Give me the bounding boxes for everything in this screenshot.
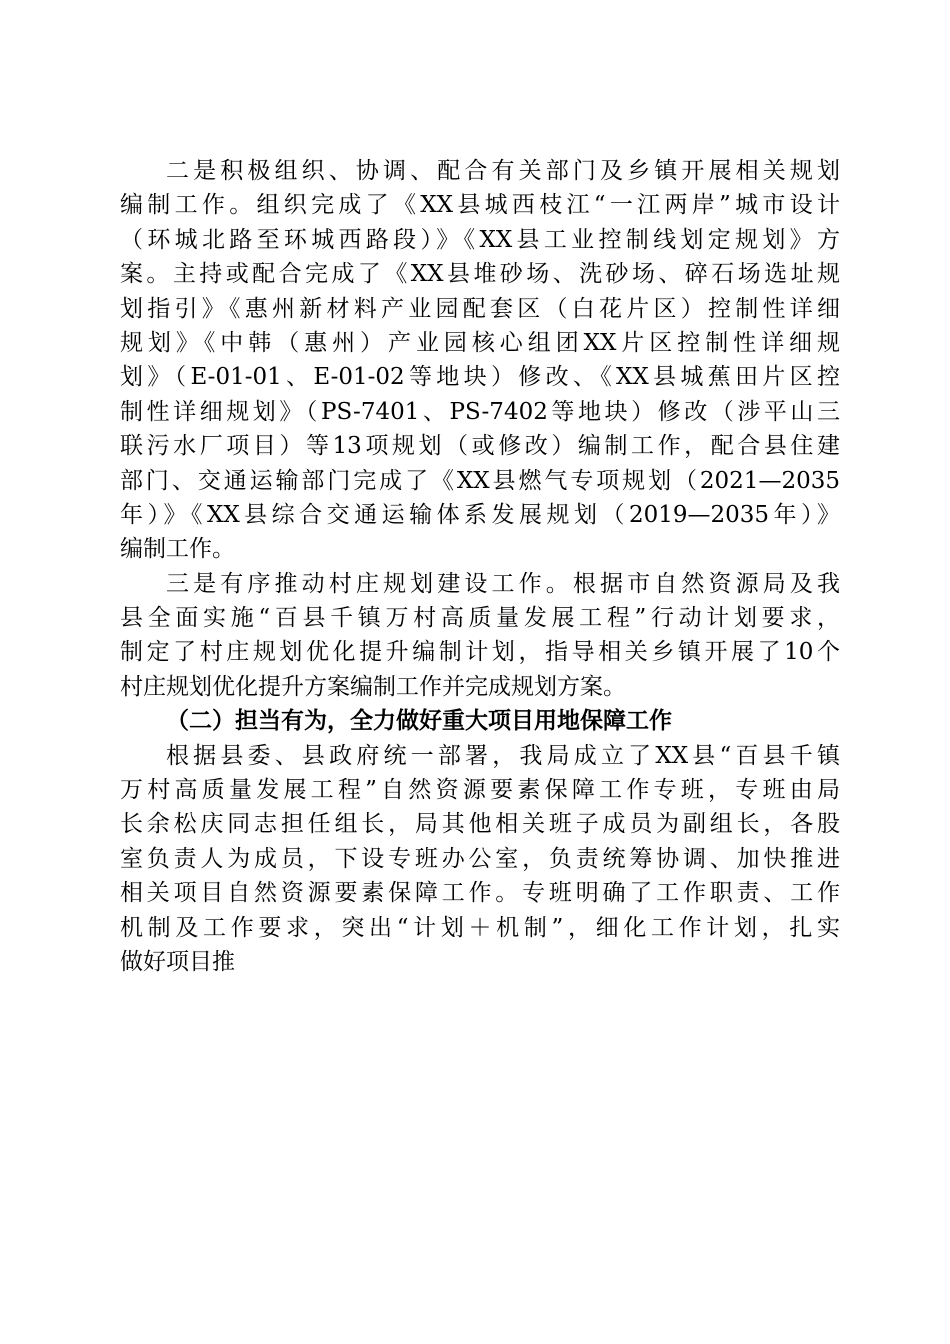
paragraph-line: 长余松庆同志担任组长，局其他相关班子成员为副组长，各股 xyxy=(120,811,840,838)
paragraph-line: 根据县委、县政府统一部署，我局成立了XX县“百县千镇 xyxy=(166,742,840,769)
paragraph-line: 做好项目推 xyxy=(120,948,235,975)
paragraph-line: 三是有序推动村庄规划建设工作。根据市自然资源局及我 xyxy=(166,570,840,597)
paragraph-line: 室负责人为成员，下设专班办公室，负责统筹协调、加快推进 xyxy=(120,845,840,872)
paragraph-line: 划》（E-01-01、E-01-02等地块）修改、《XX县城蕉田片区控 xyxy=(120,364,840,391)
paragraph-3 xyxy=(120,567,840,705)
paragraph-4 xyxy=(120,739,840,980)
paragraph-line: 制定了村庄规划优化提升编制计划，指导相关乡镇开展了10个 xyxy=(120,639,840,666)
paragraph-line: 编制工作。 xyxy=(120,536,235,563)
paragraph-line: 规划》《中韩（惠州）产业园核心组团XX片区控制性详细规 xyxy=(120,329,840,356)
paragraph-line: 案。主持或配合完成了《XX县堆砂场、洗砂场、碎石场选址规 xyxy=(120,261,840,288)
paragraph-line: 万村高质量发展工程”自然资源要素保障工作专班，专班由局 xyxy=(120,777,840,804)
paragraph-line: 机制及工作要求，突出“计划＋机制”，细化工作计划，扎实 xyxy=(120,914,840,941)
paragraph-line: 村庄规划优化提升方案编制工作并完成规划方案。 xyxy=(120,673,626,700)
paragraph-2 xyxy=(120,154,840,567)
section-heading: （二）担当有为，全力做好重大项目用地保障工作 xyxy=(166,708,672,735)
paragraph-line: 联污水厂项目）等13项规划（或修改）编制工作，配合县住建 xyxy=(120,433,840,460)
paragraph-line: 部门、交通运输部门完成了《XX县燃气专项规划（2021—2035 xyxy=(120,467,840,494)
paragraph-line: 县全面实施“百县千镇万村高质量发展工程”行动计划要求， xyxy=(120,605,840,632)
paragraph-line: 制性详细规划》（PS-7401、PS-7402等地块）修改（涉平山三 xyxy=(120,398,840,425)
paragraph-line: 二是积极组织、协调、配合有关部门及乡镇开展相关规划 xyxy=(166,158,840,184)
paragraph-line: 划指引》《惠州新材料产业园配套区（白花片区）控制性详细 xyxy=(120,295,840,322)
paragraph-line: 编制工作。组织完成了《XX县城西枝江“一江两岸”城市设计 xyxy=(120,192,840,219)
document-body xyxy=(120,154,840,979)
paragraph-line: 年）》《XX县综合交通运输体系发展规划（2019—2035年）》 xyxy=(120,501,840,528)
paragraph-line: （环城北路至环城西路段）》《XX县工业控制线划定规划》方 xyxy=(120,226,840,253)
paragraph-line: 相关项目自然资源要素保障工作。专班明确了工作职责、工作 xyxy=(120,880,840,907)
